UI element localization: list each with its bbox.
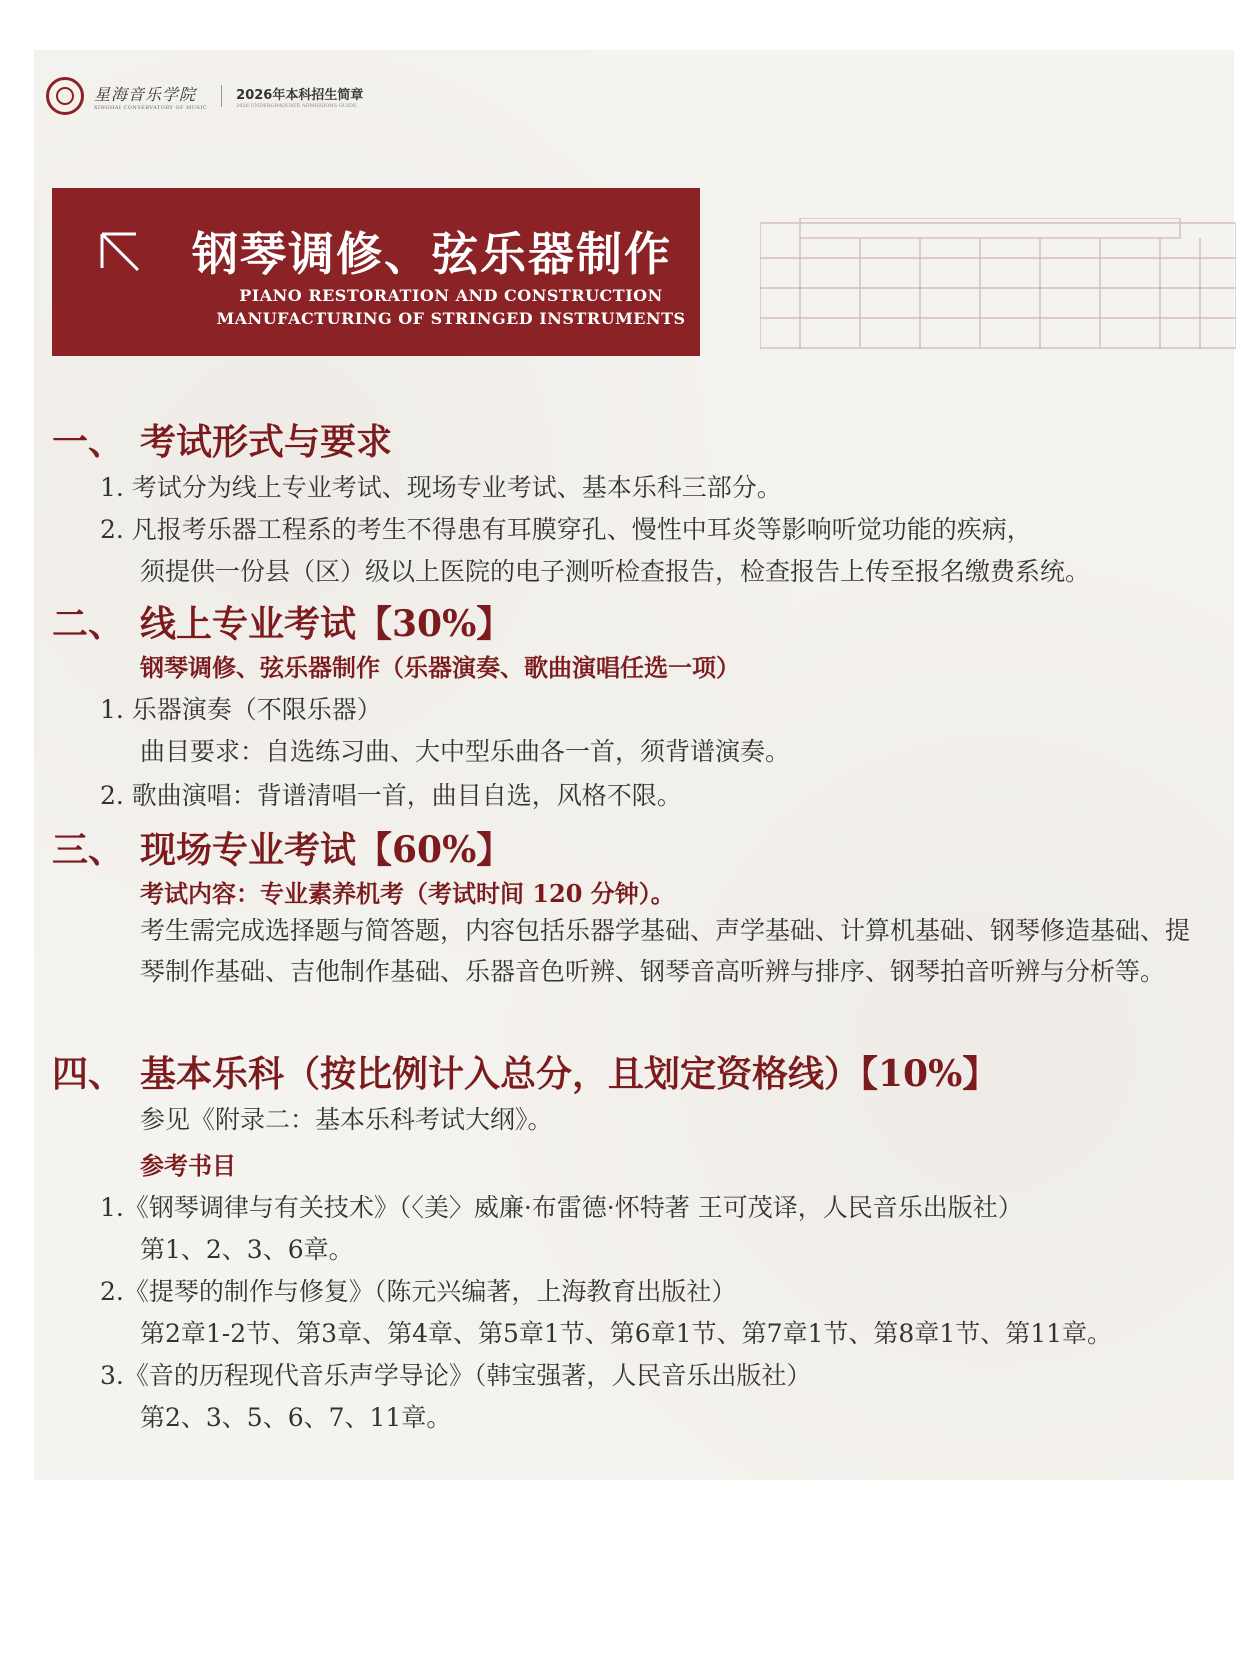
- page-header: [46, 76, 363, 116]
- book-item: 2.《提琴的制作与修复》（陈元兴编著，上海教育出版社）: [100, 1277, 737, 1306]
- section-heading-2: [52, 596, 512, 647]
- section-heading-4: [52, 1046, 998, 1097]
- reference-note: 参见《附录二：基本乐科考试大纲》。: [140, 1105, 553, 1134]
- list-item: 2. 歌曲演唱：背谱清唱一首，曲目自选，风格不限。: [100, 781, 682, 810]
- school-name-en: XINGHAI CONSERVATORY OF MUSIC: [94, 104, 208, 111]
- major-title-en-line1: PIANO RESTORATION AND CONSTRUCTION: [239, 286, 663, 305]
- building-illustration: [760, 218, 1236, 358]
- section-number: 二、: [52, 603, 125, 645]
- list-item-continuation: 须提供一份县（区）级以上医院的电子测听检查报告，检查报告上传至报名缴费系统。: [140, 557, 1091, 586]
- list-item-detail: 曲目要求：自选练习曲、大中型乐曲各一首，须背谱演奏。: [140, 737, 791, 766]
- book-item: 1.《钢琴调律与有关技术》（〈美〉威廉·布雷德·怀特著 王可茂译，人民音乐出版社）: [100, 1193, 1023, 1222]
- school-name: 星海音乐学院: [94, 84, 197, 104]
- section-subtitle: 钢琴调修、弦乐器制作（乐器演奏、歌曲演唱任选一项）: [140, 653, 740, 682]
- section-paragraph: 考生需完成选择题与简答题，内容包括乐器学基础、声学基础、计算机基础、钢琴修造基础、提琴制作基础、吉他制作基础、乐器音色听辨、钢琴音高听辨与排序、钢琴拍音听辨与分析等。: [140, 916, 1191, 986]
- list-item: 1. 考试分为线上专业考试、现场专业考试、基本乐科三部分。: [100, 473, 782, 502]
- title-banner: [52, 188, 700, 356]
- section-title: 考试形式与要求: [140, 421, 393, 463]
- book-item: 3.《音的历程现代音乐声学导论》（韩宝强著，人民音乐出版社）: [100, 1361, 812, 1390]
- list-item: 2. 凡报考乐器工程系的考生不得患有耳膜穿孔、慢性中耳炎等影响听觉功能的疾病，: [100, 515, 1032, 544]
- header-divider: [221, 85, 222, 107]
- reading-list-title: 参考书目: [140, 1151, 236, 1180]
- section-number: 三、: [52, 829, 125, 871]
- section-number: 四、: [52, 1053, 125, 1095]
- section-number: 一、: [52, 421, 125, 463]
- major-title-en-line2: MANUFACTURING OF STRINGED INSTRUMENTS: [216, 309, 686, 328]
- arrow-up-left-icon: [96, 228, 144, 276]
- school-logo-icon: [46, 77, 84, 115]
- section-title: 现场专业考试【60%】: [140, 829, 513, 871]
- book-chapters: 第2、3、5、6、7、11章。: [140, 1403, 452, 1432]
- brochure-title: 2026年本科招生简章: [236, 87, 364, 103]
- book-chapters: 第2章1-2节、第3章、第4章、第5章1节、第6章1节、第7章1节、第8章1节、第11章。: [140, 1319, 1113, 1348]
- major-title: 钢琴调修、弦乐器制作: [192, 227, 672, 281]
- section-title: 基本乐科（按比例计入总分，且划定资格线）【10%】: [140, 1053, 999, 1095]
- section-heading-3: [52, 822, 512, 873]
- book-chapters: 第1、2、3、6章。: [140, 1235, 354, 1264]
- list-item: 1. 乐器演奏（不限乐器）: [100, 695, 382, 724]
- major-title-en: [177, 284, 725, 330]
- brochure-title-block: [236, 84, 363, 109]
- section-heading-1: [52, 414, 392, 465]
- section-subtitle: 考试内容：专业素养机考（考试时间 120 分钟）。: [140, 879, 675, 908]
- brochure-subtitle: 2026 UNDERGRADUATE ADMISSIONS GUIDE: [236, 102, 357, 109]
- section-title: 线上专业考试【30%】: [140, 603, 513, 645]
- school-name-block: [94, 82, 207, 111]
